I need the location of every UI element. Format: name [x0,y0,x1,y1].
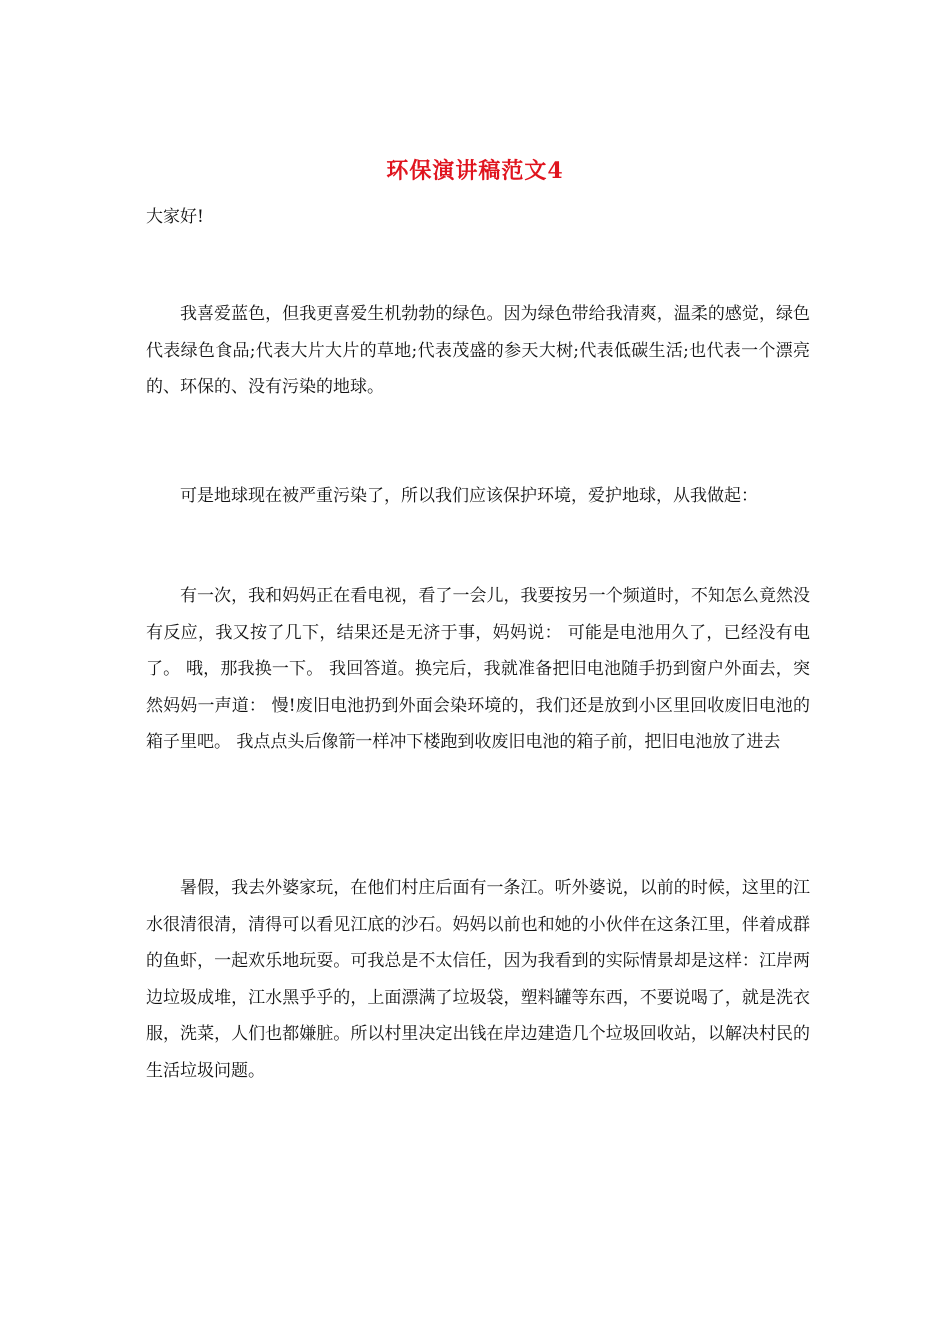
document-title: 环保演讲稿范文4 [386,158,564,184]
greeting-line: 大家好! [146,207,204,227]
paragraph-3: 有一次，我和妈妈正在看电视，看了一会儿，我要按另一个频道时，不知怎么竟然没有反应，我又按了几下，结果还是无济于事，妈妈说： 可能是电池用久了，已经没有电了。 哦，那我换一下。 我回答道。换完后，我就准备把旧电池随手扔到窗户外面去，突然妈妈一声道： 慢!废旧电池扔到外面会染环境的，我们还是放到小区里回收废旧电池的箱子里吧。 我点点头后像箭一样冲下楼跑到收废旧电池的箱子前，把旧电池放了进去 [146,586,810,752]
paragraph-4: 暑假，我去外婆家玩，在他们村庄后面有一条江。听外婆说，以前的时候，这里的江水很清很清，清得可以看见江底的沙石。妈妈以前也和她的小伙伴在这条江里，伴着成群的鱼虾，一起欢乐地玩耍。可我总是不太信任，因为我看到的实际情景却是这样：江岸两边垃圾成堆，江水黑乎乎的，上面漂满了垃圾袋，塑料罐等东西，不要说喝了，就是洗衣服，洗菜，人们也都嫌脏。所以村里决定出钱在岸边建造几个垃圾回收站，以解决村民的生活垃圾问题。 [146,878,810,1081]
paragraph-1: 我喜爱蓝色，但我更喜爱生机勃勃的绿色。因为绿色带给我清爽，温柔的感觉，绿色代表绿色食品;代表大片大片的草地;代表茂盛的参天大树;代表低碳生活;也代表一个漂亮的、环保的、没有污染的地球。 [146,304,810,397]
paragraph-2: 可是地球现在被严重污染了，所以我们应该保护环境，爱护地球，从我做起： [180,486,758,506]
